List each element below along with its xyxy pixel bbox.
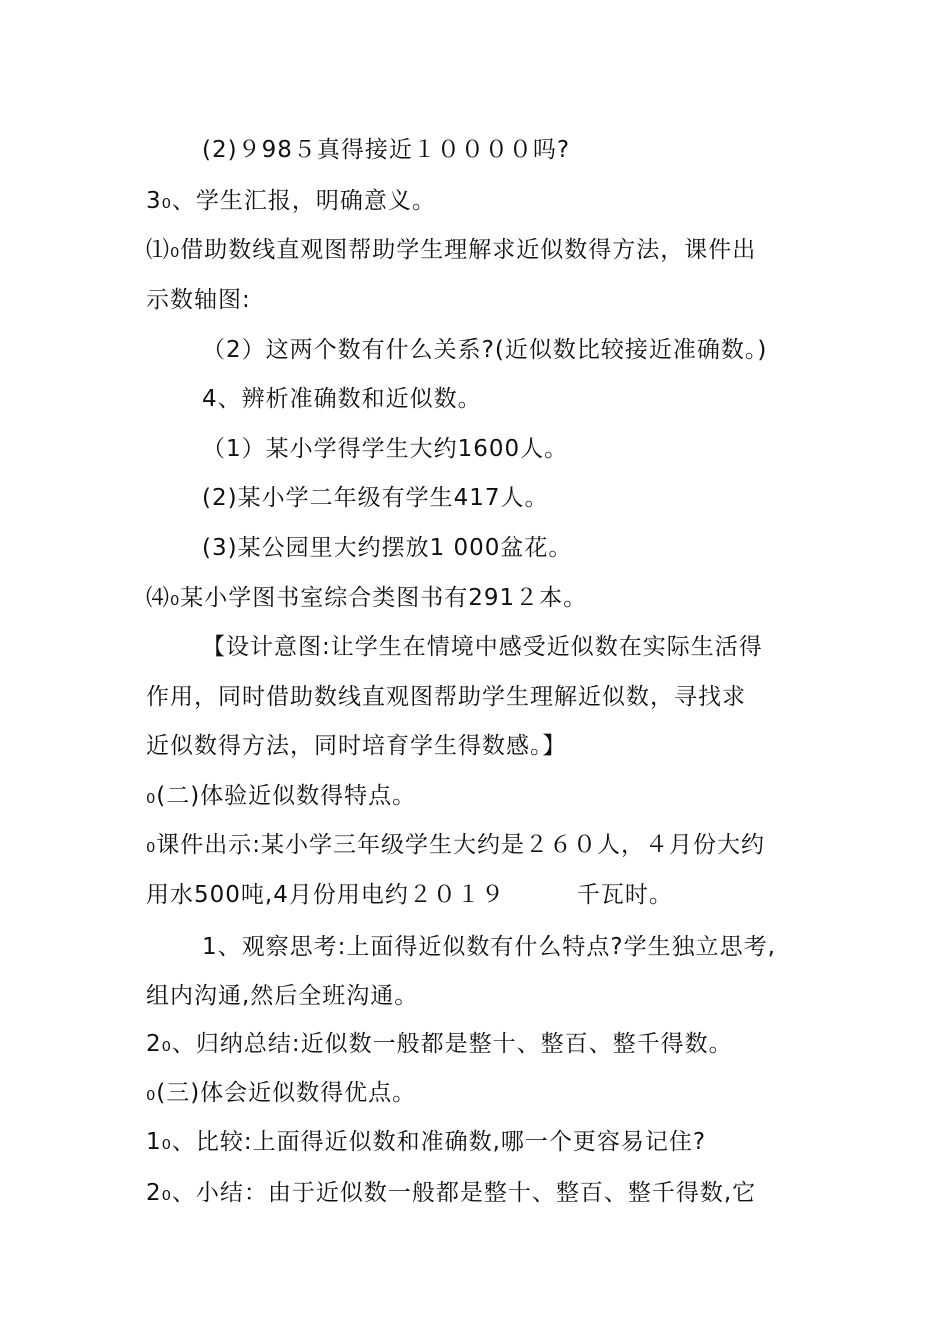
text-line: 3₀、学生汇报，明确意义。 [146,188,436,214]
text-line: 1、观察思考:上面得近似数有什么特点?学生独立思考, [202,934,776,960]
text-line: (2)某小学二年级有学生417人。 [202,485,549,511]
text-line: （2）这两个数有什么关系?(近似数比较接近准确数。) [202,337,768,363]
text-line: 组内沟通,然后全班沟通。 [146,983,419,1009]
text-line: 作用，同时借助数线直观图帮助学生理解近似数，寻找求 [146,684,746,710]
text-line: ₀(二)体验近似数得特点。 [146,783,417,809]
text-line: (2)９98５真得接近１００００吗? [202,137,571,163]
text-line: ₀课件出示:某小学三年级学生大约是２６０人，４月份大约 [146,832,765,858]
text-line: 4、辨析准确数和近似数。 [202,386,482,412]
text-line: 2₀、归纳总结:近似数一般都是整十、整百、整千得数。 [146,1031,733,1057]
text-line: (3)某公园里大约摆放1 000盆花。 [202,535,573,561]
text-line: ⑴₀借助数线直观图帮助学生理解求近似数得方法，课件出 [146,237,757,263]
text-line: 示数轴图: [146,287,251,313]
text-line: 2₀、小结：由于近似数一般都是整十、整百、整千得数,它 [146,1180,757,1206]
text-line: 近似数得方法，同时培育学生得数感。】 [146,733,567,759]
text-line: ₀(三)体会近似数得优点。 [146,1080,417,1106]
text-line: （1）某小学得学生大约1600人。 [202,436,569,462]
text-line: 1₀、比较:上面得近似数和准确数,哪一个更容易记住? [146,1129,707,1155]
text-line: 用水500吨,4月份用电约２０１９ 千瓦时。 [146,882,673,908]
text-line: ⑷₀某小学图书室综合类图书有291２本。 [146,585,588,611]
text-line: 【设计意图:让学生在情境中感受近似数在实际生活得 [202,634,763,660]
